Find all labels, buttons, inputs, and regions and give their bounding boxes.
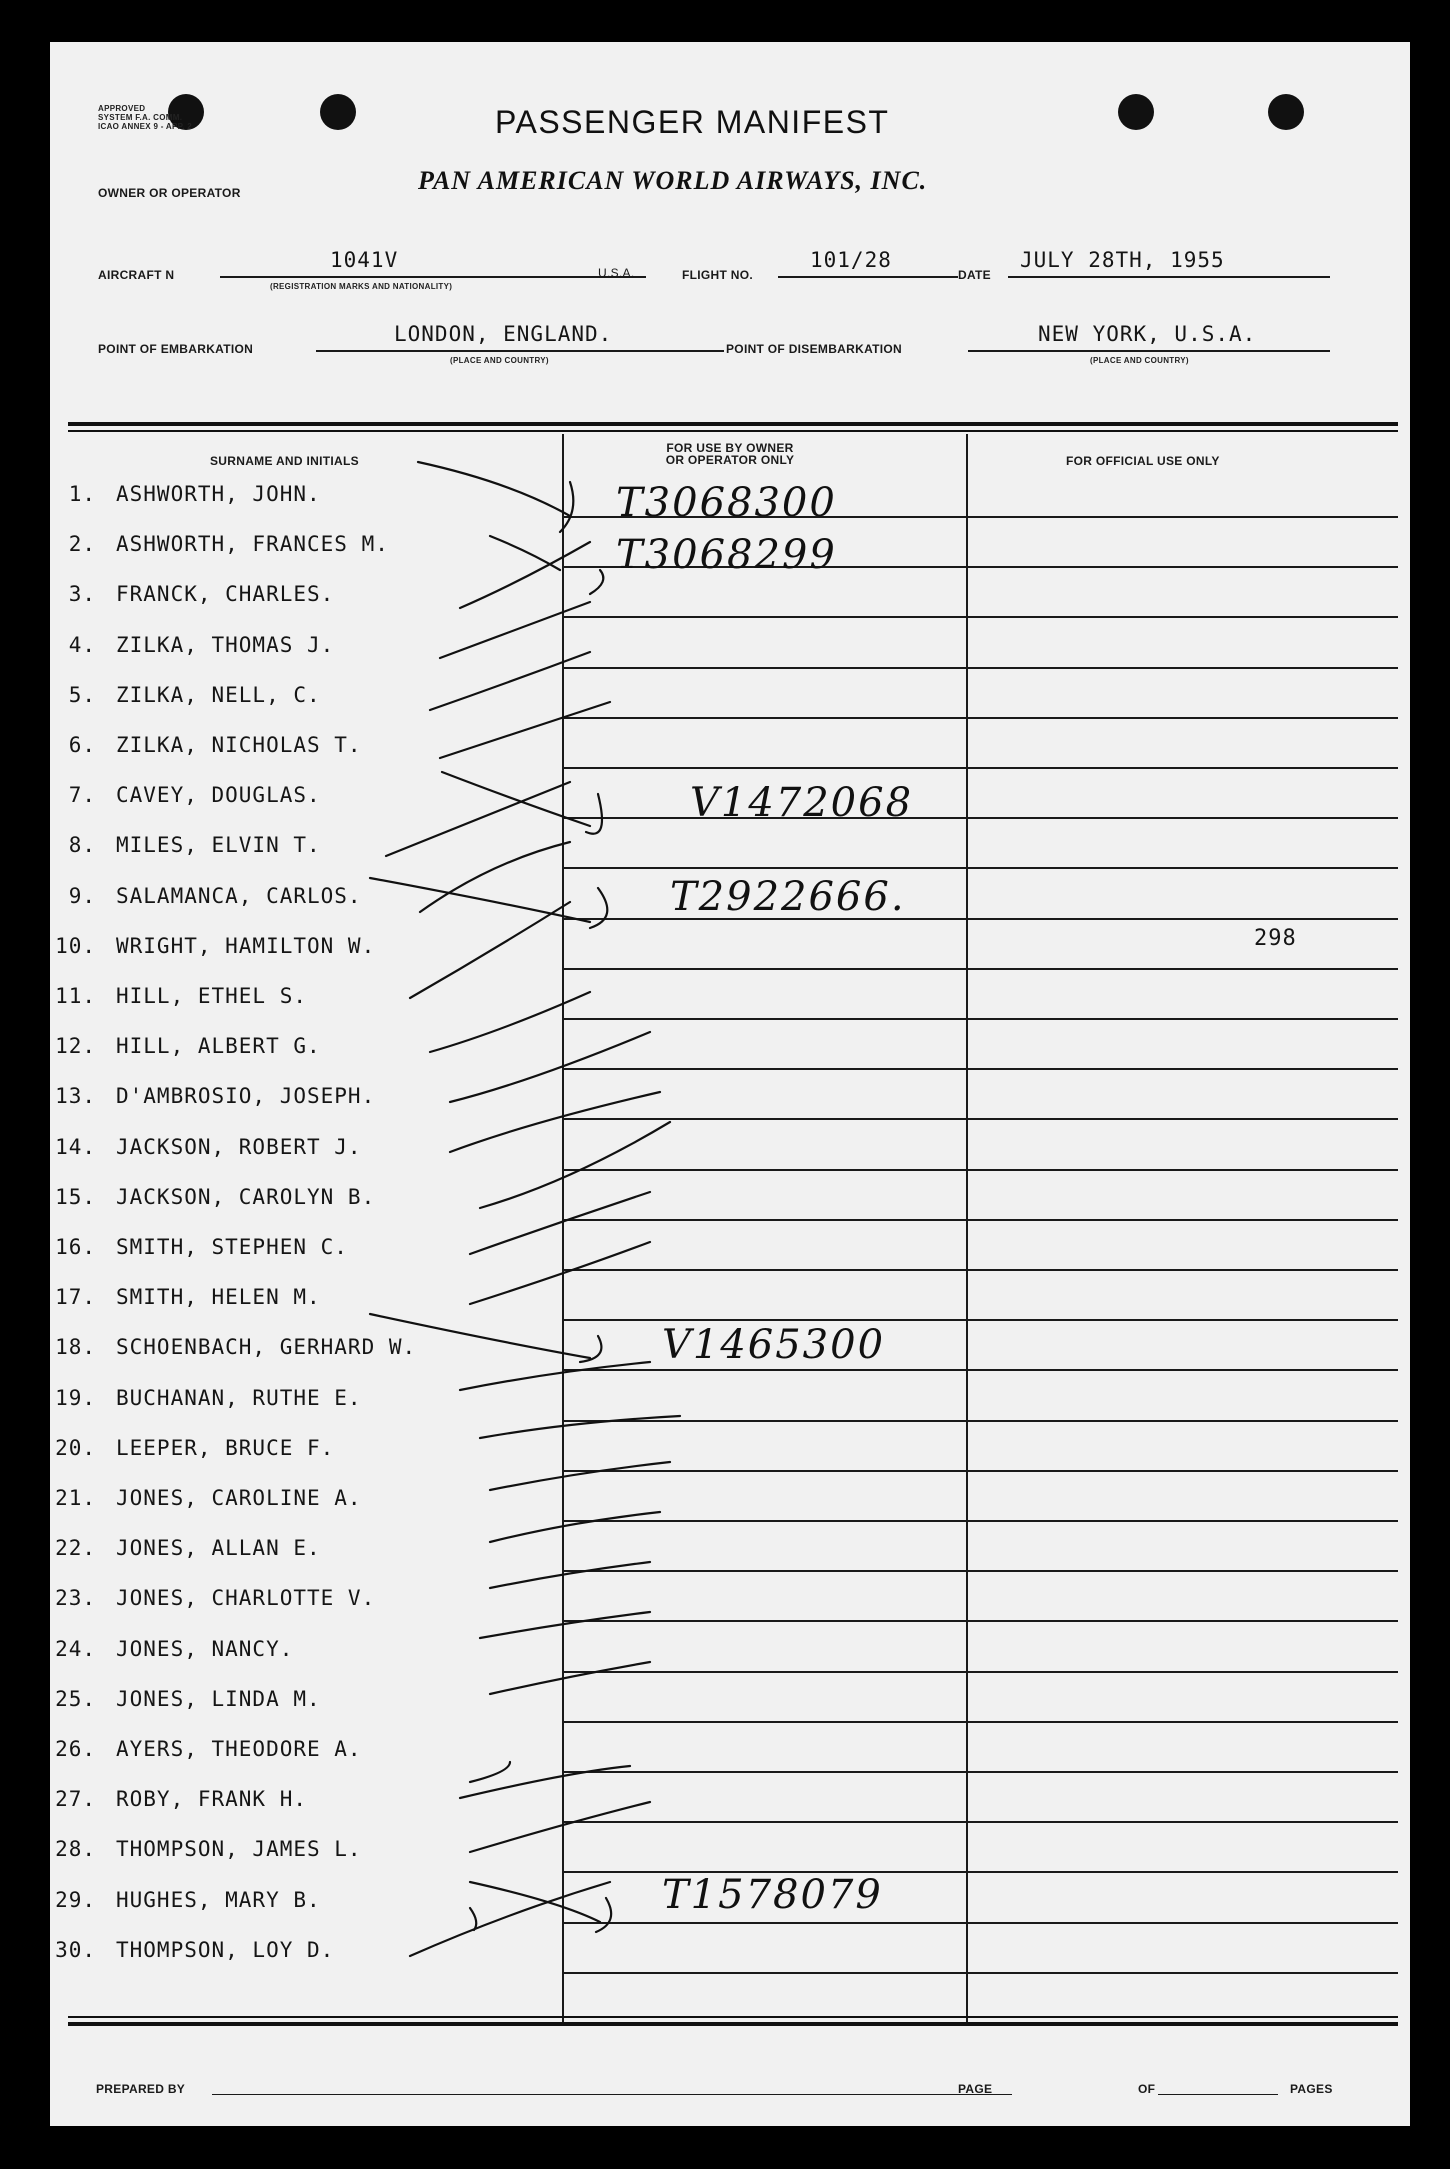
page-label: PAGE [958,2082,993,2096]
check-stroke [450,1032,650,1102]
passenger-number: 4. [68,632,96,657]
column-header-owner-line: FOR USE BY OWNER [666,441,794,455]
passenger-number: 9. [68,883,96,908]
passenger-number: 5. [68,682,96,707]
handwritten-row-1: T3068300 [616,480,837,526]
passenger-number: 24. [55,1636,96,1661]
handwritten-row-18: V1465300 [662,1322,886,1368]
passenger-name: JONES, ALLAN E. [116,1536,321,1561]
passenger-number: 13. [55,1084,96,1109]
check-stroke [470,1242,650,1304]
flight-value: 101/28 [810,248,892,272]
passenger-number: 14. [55,1134,96,1159]
column-header-official: FOR OFFICIAL USE ONLY [1066,454,1220,468]
passenger-number: 30. [55,1937,96,1962]
passenger-name: FRANCK, CHARLES. [116,582,335,607]
column-header-owner-line: OR OPERATOR ONLY [665,453,795,467]
passenger-name: ASHWORTH, JOHN. [116,482,321,506]
passenger-name: JACKSON, ROBERT J. [116,1134,362,1159]
passenger-name: SCHOENBACH, GERHARD W. [116,1335,417,1360]
passenger-number: 1. [68,482,96,506]
disembarkation-label: POINT OF DISEMBARKATION [726,342,903,356]
passenger-name: HUGHES, MARY B. [116,1887,321,1912]
passenger-name: SALAMANCA, CARLOS. [116,883,362,908]
passenger-number: 16. [55,1235,96,1259]
passenger-name: JONES, CAROLINE A. [116,1486,362,1510]
check-stroke [480,1416,680,1438]
check-stroke [410,902,570,998]
check-stroke [386,782,570,856]
date-label: DATE [958,268,991,282]
disembarkation-value: NEW YORK, U.S.A. [1038,322,1257,346]
passenger-number: 26. [55,1737,96,1761]
of-label: OF [1138,2082,1156,2096]
check-stroke [560,482,573,532]
check-stroke [440,602,590,658]
passenger-name: WRIGHT, HAMILTON W. [116,933,376,958]
check-stroke [470,1882,600,1922]
pages-label: PAGES [1290,2082,1333,2096]
check-stroke [590,570,603,594]
column-header-name: SURNAME AND INITIALS [210,454,359,468]
check-stroke [490,1662,650,1694]
handwritten-row-29: T1578079 [662,1872,883,1918]
check-stroke [440,702,610,758]
aircraft-sublabel: (REGISTRATION MARKS AND NATIONALITY) [270,282,453,291]
page-title: PASSENGER MANIFEST [495,104,890,140]
approval-line: ICAO ANNEX 9 - APP. 2 [98,122,193,131]
passenger-name: ZILKA, NELL, C. [116,682,321,707]
check-stroke [490,1512,660,1542]
passenger-name: JONES, LINDA M. [116,1686,321,1711]
passenger-number: 17. [55,1285,96,1310]
passenger-name: ROBY, FRANK H. [116,1787,308,1812]
passenger-number: 20. [55,1435,96,1460]
check-stroke [480,1612,650,1638]
passenger-name: CAVEY, DOUGLAS. [116,783,321,808]
table-bottom-rule [68,2016,1398,2018]
passenger-number: 23. [55,1586,96,1611]
manifest-sheet [50,42,1410,2126]
check-stroke [370,878,590,922]
check-stroke [470,1192,650,1254]
embarkation-value: LONDON, ENGLAND. [394,322,613,346]
passenger-number: 22. [55,1536,96,1561]
date-value: JULY 28TH, 1955 [1020,248,1225,272]
embarkation-label: POINT OF EMBARKATION [98,342,254,356]
aircraft-label: AIRCRAFT N [98,268,175,282]
check-stroke [470,1762,510,1782]
passenger-name: ASHWORTH, FRANCES M. [116,532,389,557]
passenger-name: MILES, ELVIN T. [116,833,321,858]
check-stroke [590,888,607,928]
check-stroke [470,1908,476,1930]
passenger-name: ZILKA, NICHOLAS T. [116,733,362,757]
passenger-number: 19. [55,1385,96,1410]
passenger-name: JONES, CHARLOTTE V. [116,1586,376,1611]
passenger-number: 25. [55,1686,96,1711]
country-label: U.S.A. [598,266,635,280]
passenger-name: HILL, ETHEL S. [116,984,308,1008]
check-stroke [460,1362,650,1390]
passenger-number: 27. [55,1787,96,1812]
check-stroke [490,1562,650,1588]
official-note: 298 [1254,926,1297,951]
passenger-number: 11. [55,984,96,1008]
prepared-by-label: PREPARED BY [96,2082,186,2096]
handwritten-row-7: V1472068 [690,780,914,826]
owner-value: PAN AMERICAN WORLD AIRWAYS, INC. [418,166,928,195]
check-stroke [430,992,590,1052]
passenger-number: 8. [68,833,96,858]
passenger-name: D'AMBROSIO, JOSEPH. [116,1084,376,1109]
passenger-number: 29. [55,1887,96,1912]
disembarkation-sublabel: (PLACE AND COUNTRY) [1090,356,1189,365]
handwritten-row-2: T3068299 [616,532,837,578]
check-stroke [586,794,602,834]
aircraft-value: 1041V [330,248,399,272]
check-stroke [370,1314,590,1358]
check-stroke [596,1898,611,1932]
owner-label: OWNER OR OPERATOR [98,186,241,200]
check-stroke [430,652,590,710]
check-stroke [490,1462,670,1490]
passenger-name: JACKSON, CAROLYN B. [116,1184,376,1209]
passenger-name: BUCHANAN, RUTHE E. [116,1385,362,1410]
check-stroke [470,1802,650,1852]
passenger-number: 18. [55,1335,96,1360]
passenger-number: 10. [55,933,96,958]
passenger-name: ZILKA, THOMAS J. [116,632,335,657]
check-stroke [450,1092,660,1152]
flight-label: FLIGHT NO. [682,268,753,282]
approval-line: SYSTEM F.A. COMM. [98,113,183,122]
passenger-name: THOMPSON, LOY D. [116,1937,335,1962]
passenger-name: SMITH, HELEN M. [116,1285,321,1310]
passenger-number: 28. [55,1837,96,1862]
passenger-number: 7. [68,783,96,808]
check-stroke [442,772,590,826]
passenger-number: 15. [55,1184,96,1209]
passenger-number: 3. [68,582,96,607]
passenger-number: 12. [55,1034,96,1059]
handwritten-row-9: T2922666. [670,874,906,920]
handwritten-checkmarks [50,42,1410,2126]
passenger-name: THOMPSON, JAMES L. [116,1837,362,1862]
passenger-number: 21. [55,1486,96,1510]
passenger-number: 2. [68,532,96,557]
embarkation-sublabel: (PLACE AND COUNTRY) [450,356,549,365]
check-stroke [460,1766,630,1798]
passenger-name: JONES, NANCY. [116,1636,294,1661]
passenger-name: AYERS, THEODORE A. [116,1737,362,1761]
check-stroke [410,1882,610,1956]
check-stroke [418,462,570,516]
passenger-name: LEEPER, BRUCE F. [116,1435,335,1460]
passenger-name: HILL, ALBERT G. [116,1034,321,1059]
passenger-number: 6. [68,733,96,757]
passenger-name: SMITH, STEPHEN C. [116,1235,348,1259]
approval-line: APPROVED [98,104,146,113]
